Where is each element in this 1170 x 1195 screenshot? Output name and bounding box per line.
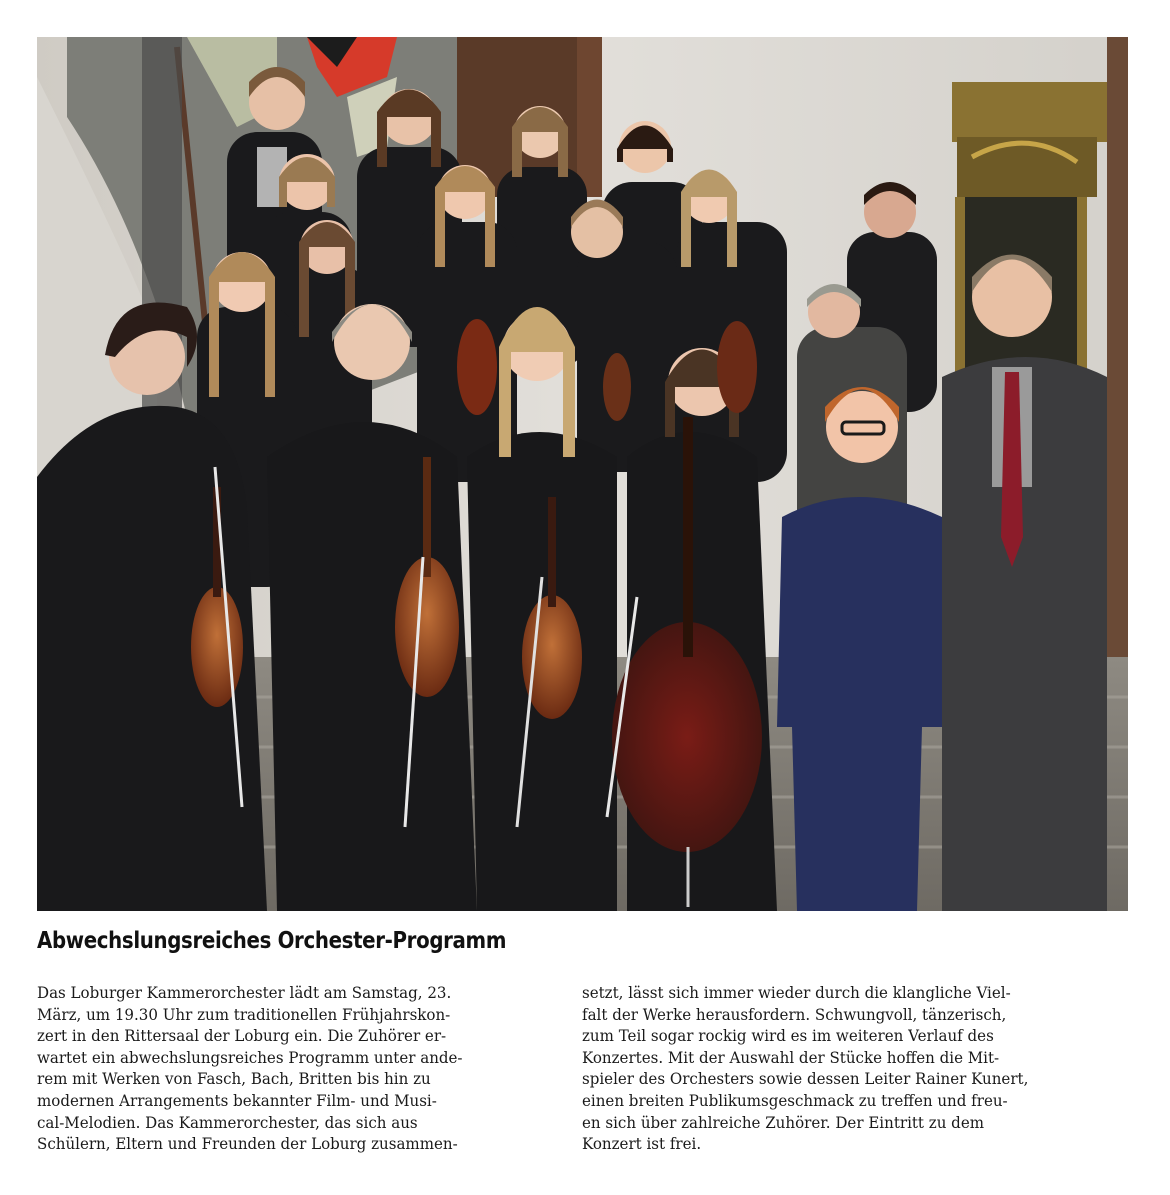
violin-left: [191, 587, 243, 707]
text-line: zert in den Rittersaal der Loburg ein. Die Zuhörer er-: [37, 1026, 447, 1046]
violin-center-left: [395, 557, 459, 697]
article-headline: Abwechslungsreiches Orchester-Programm: [37, 928, 507, 954]
viola-back: [717, 321, 757, 413]
text-line: Das Loburger Kammerorchester lädt am Samstag, 23.: [37, 983, 452, 1002]
text-line: rem mit Werken von Fasch, Bach, Britten bis hin zu: [37, 1069, 431, 1089]
violin-small: [603, 353, 631, 421]
text-line: Konzertes. Mit der Auswahl der Stücke hoffen die Mit-: [582, 1047, 1000, 1067]
text-line: März, um 19.30 Uhr zum traditionellen Frühjahrskon-: [37, 1004, 451, 1024]
text-line: cal-Melodien. Das Kammerorchester, das sich aus: [37, 1112, 418, 1132]
text-line: Konzert ist frei.: [582, 1134, 702, 1154]
article-column-right: [582, 982, 1142, 1155]
text-line: spieler des Orchesters sowie dessen Leiter Rainer Kunert,: [582, 1069, 1029, 1089]
article-column-left: [37, 982, 577, 1155]
text-line: setzt, lässt sich immer wieder durch die klangliche Viel-: [582, 983, 1011, 1002]
text-line: wartet ein abwechslungsreiches Programm unter ande-: [37, 1047, 463, 1067]
text-line: einen breiten Publikumsgeschmack zu treffen und freu-: [582, 1090, 1008, 1110]
photo-illustration: [37, 37, 1128, 911]
text-line: Schülern, Eltern und Freunden der Loburg zusammen-: [37, 1134, 458, 1154]
orchestra-group-photo: [37, 37, 1128, 911]
text-line: en sich über zahlreiche Zuhörer. Der Eintritt zu dem: [582, 1112, 985, 1132]
text-line: falt der Werke herausfordern. Schwungvoll, tänzerisch,: [582, 1004, 1007, 1024]
text-line: zum Teil sogar rockig wird es im weiteren Verlauf des: [582, 1026, 994, 1046]
violin-back: [457, 319, 497, 415]
text-line: modernen Arrangements bekannter Film- und Musi-: [37, 1090, 437, 1110]
